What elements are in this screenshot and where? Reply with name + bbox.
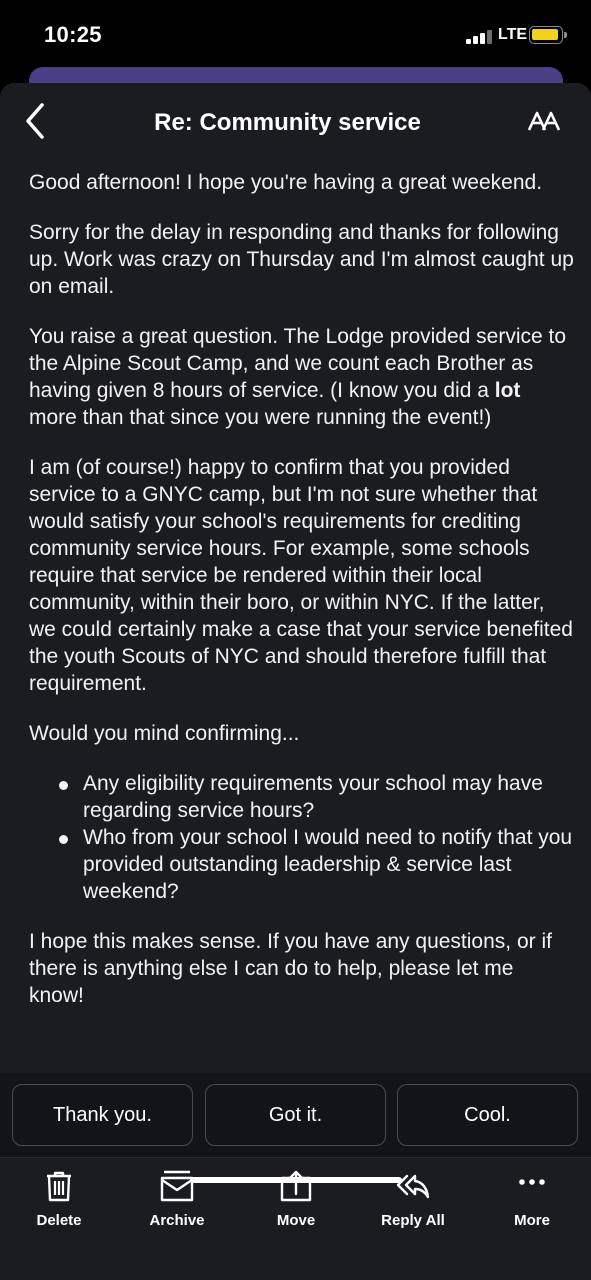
more-label: More xyxy=(514,1212,550,1229)
quick-replies xyxy=(0,1073,591,1157)
more-button[interactable] xyxy=(482,1168,582,1238)
email-paragraph: I hope this makes sense. If you have any questions, or if there is anything else I can do to help, please let me know! xyxy=(29,930,552,1007)
list-item: Any eligibility requirements your school may have regarding service hours? xyxy=(83,770,574,824)
font-size-button[interactable] xyxy=(526,107,566,137)
battery-level xyxy=(532,29,558,40)
text-size-icon xyxy=(526,107,566,137)
status-bar xyxy=(0,0,591,70)
email-paragraph: I am (of course!) happy to confirm that you provided service to a GNYC camp, but I'm not sure whether that would satisfy your school's requirements for crediting community service hours. For example, some schools require that service be rendered within their local community, within their boro, or within NYC. If the latter, we could certainly make a case that your service benefited the youth Scouts of NYC and should therefore fulfill that requirement. xyxy=(29,456,573,695)
status-time: 10:25 xyxy=(44,22,102,47)
email-body xyxy=(29,169,574,1032)
quick-reply-cool[interactable]: Cool. xyxy=(397,1084,578,1146)
signal-strength-icon xyxy=(466,30,494,44)
quick-reply-got-it[interactable]: Got it. xyxy=(205,1084,386,1146)
quick-reply-thank-you[interactable]: Thank you. xyxy=(12,1084,193,1146)
trash-icon xyxy=(41,1168,77,1204)
archive-icon xyxy=(159,1168,195,1204)
email-sheet xyxy=(0,83,591,1280)
more-icon xyxy=(514,1168,550,1204)
email-paragraph-text: more than that since you were running the event!) xyxy=(29,406,492,429)
reply-all-label: Reply All xyxy=(381,1212,445,1229)
list-item: Who from your school I would need to notify that you provided outstanding leadership & service last weekend? xyxy=(83,826,573,903)
email-subject: Re: Community service xyxy=(154,109,421,136)
archive-label: Archive xyxy=(149,1212,205,1229)
email-paragraph-text: Sorry for the delay in responding and thanks for following up. Work was crazy on Thursday and I'm almost caught up on email. xyxy=(29,221,574,298)
emphasized-text: lot xyxy=(494,379,521,402)
bullet-list xyxy=(29,770,574,905)
email-header xyxy=(0,83,591,165)
back-button[interactable] xyxy=(18,101,54,141)
delete-button[interactable] xyxy=(9,1168,109,1238)
action-toolbar xyxy=(0,1157,591,1280)
email-paragraph: Would you mind confirming... xyxy=(29,722,300,745)
battery-icon xyxy=(529,26,563,44)
move-icon xyxy=(278,1168,314,1204)
home-indicator[interactable] xyxy=(190,1177,402,1183)
network-type: LTE xyxy=(498,26,528,43)
email-paragraph xyxy=(29,323,574,431)
delete-label: Delete xyxy=(36,1212,82,1229)
reply-all-icon xyxy=(395,1168,431,1204)
email-paragraph xyxy=(29,219,574,300)
email-paragraph-text: You raise a great question. The Lodge provided service to the Alpine Scout Camp, and we count each Brother as having given 8 hours of service. (I know you did a xyxy=(29,325,567,402)
email-paragraph: Good afternoon! I hope you're having a great weekend. xyxy=(29,171,543,194)
chevron-left-icon xyxy=(18,101,54,141)
move-label: Move xyxy=(276,1212,316,1229)
